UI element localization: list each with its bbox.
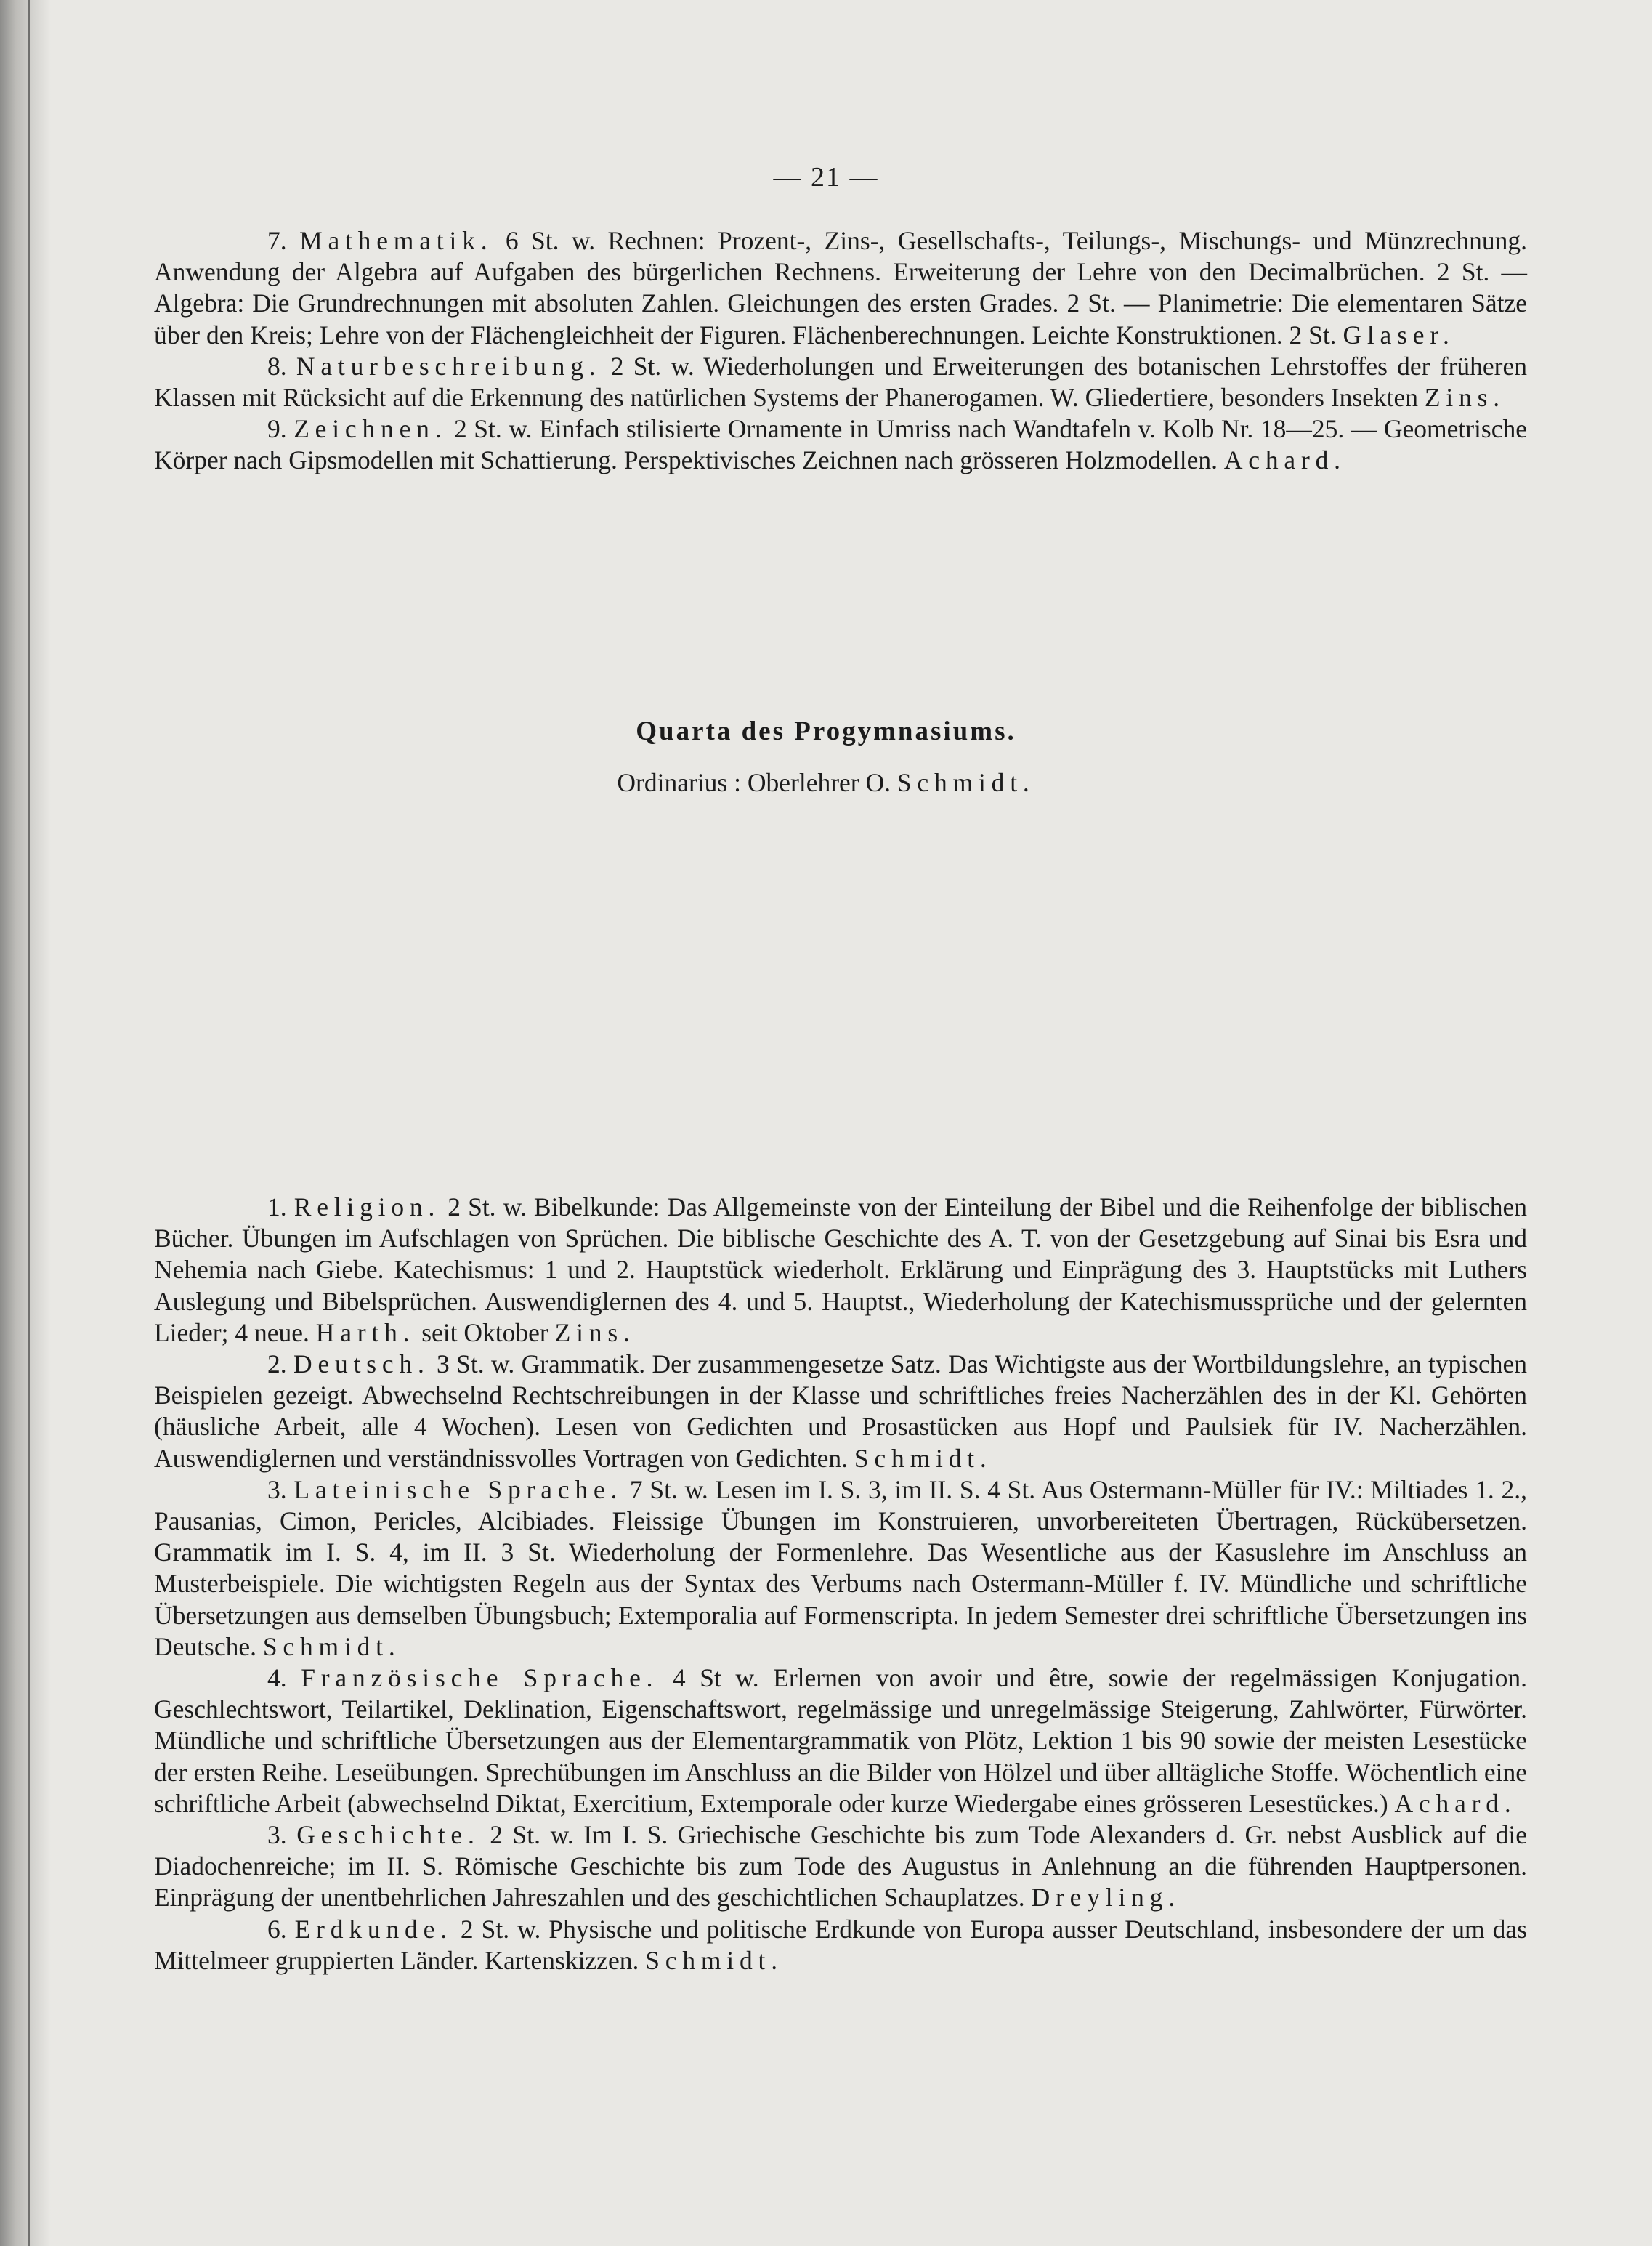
subject-title: Religion.: [293, 1192, 441, 1221]
section-religion: [154, 1192, 1527, 1349]
teacher-name: Harth.: [315, 1317, 416, 1347]
teacher-name: Glaser.: [1343, 320, 1455, 350]
section-number: 8.: [267, 351, 287, 381]
section-text: 6 St. w. Rechnen: Prozent-, Zins-, Gesellschafts-, Teilungs-, Mischungs- und Münzrechnung. Anwendung der Algebra auf Aufgaben des bürgerlichen Rechnens. Erweiterung der Lehre von den Decimalbrüchen. 2 St. — Algebra: Die Grundrechnungen mit absoluten Zahlen. Gleichungen des ersten Grades. 2 St. — Planimetrie: Die elementaren Sätze über den Kreis; Lehre von der Flächengleichheit der Figuren. Flächenberechnungen. Leichte Konstruktionen. 2 St.: [154, 226, 1527, 350]
section-text: 7 St. w. Lesen im I. S. 3, im II. S. 4 St. Aus Ostermann-Müller für IV.: Miltiades 1. 2., Pausanias, Cimon, Pericles, Alcibiades. Fleissige Übungen im Konstruieren, unvorbereiteten Übertragen, Rückübersetzen. Grammatik im I. S. 4, im II. 3 St. Wiederholung der Formenlehre. Das Wesentliche aus der Kasuslehre im Anschluss an Musterbeispiele. Die wichtigsten Regeln aus der Syntax des Verbums nach Ostermann-Müller f. IV. Mündliche und schriftliche Übersetzungen aus demselben Übungsbuch; Extemporalia auf Formenscripta. In jedem Semester drei schriftliche Übersetzungen ins Deutsche.: [154, 1474, 1528, 1661]
subject-title: Erdkunde.: [294, 1914, 453, 1944]
section-deutsch: [154, 1349, 1527, 1474]
ordinarius-prefix: Ordinarius : Oberlehrer O.: [617, 768, 897, 797]
page-gutter-shadow: [0, 0, 51, 2246]
section-naturbeschreibung: [154, 351, 1527, 413]
section-text: 2 St. w. Wiederholungen und Erweiterungen des botanischen Lehrstoffes der früheren Klassen mit Rücksicht auf die Erkennung des natürlichen Systems der Phanerogamen. W. Gliedertiere, besonders Insekten: [154, 351, 1527, 413]
section-text: 3 St. w. Grammatik. Der zusammengesetze Satz. Das Wichtigste aus der Wortbildungslehre, an typischen Beispielen gezeigt. Abwechselnd Rechtschreibungen in der Klasse und schriftliches freies Nacherzählen des in der Kl. Gehörten (häusliche Arbeit, alle 4 Wochen). Lesen von Gedichten und Prosastücken aus Hopf und Paulsiek für IV. Nacherzählen. Auswendiglernen und verständnissvolles Vortragen von Gedichten.: [154, 1349, 1527, 1473]
section-text: 4 St w. Erlernen von avoir und être, sowie der regelmässigen Konjugation. Geschlechtswort, Teilartikel, Deklination, Eigenschaftswort, regelmässige und unregelmässige Steigerung, Zahlwörter, Fürwörter. Mündliche und schriftliche Übersetzungen aus der Elementargrammatik von Plötz, Lektion 1 bis 90 sowie der meisten Lesestücke der ersten Reihe. Leseübungen. Sprechübungen im Anschluss an die Bilder von Hölzel und über alltägliche Stoffe. Wöchentlich eine schriftliche Arbeit (abwechselnd Diktat, Exercitium, Extemporale oder kurze Wiedergabe eines grösseren Lesestückes.): [154, 1663, 1528, 1818]
subject-title: Lateinische Sprache.: [293, 1474, 623, 1504]
section-zeichnen: [154, 413, 1527, 476]
teacher-name: Schmidt.: [645, 1945, 783, 1975]
page-number: — 21 —: [773, 162, 879, 193]
subject-title: Zeichnen.: [293, 414, 448, 444]
page-edge-line: [28, 0, 30, 2246]
subject-title: Naturbeschreibung.: [296, 351, 602, 381]
section-block-upper: [154, 225, 1527, 477]
section-number: 6.: [267, 1914, 287, 1944]
section-number: 7.: [267, 226, 287, 255]
section-number: 4.: [267, 1663, 287, 1693]
section-number: 2.: [267, 1349, 287, 1379]
teacher-name: Dreyling.: [1031, 1883, 1181, 1912]
section-mathematik: [154, 225, 1527, 351]
teacher-name-second: Zins.: [554, 1317, 636, 1347]
teacher-name: Zins.: [1424, 383, 1505, 413]
section-number: 3.: [267, 1474, 287, 1504]
section-geschichte: [154, 1819, 1527, 1914]
section-text: 2 St. w. Im I. S. Griechische Geschichte bis zum Tode Alexanders d. Gr. nebst Ausblick auf die Diadochenreiche; im II. S. Römische Geschichte bis zum Tode des Augustus in Anlehnung an die führenden Hauptpersonen. Einprägung der unentbehrlichen Jahreszahlen und des geschichtlichen Schauplatzes.: [154, 1820, 1527, 1912]
section-text: 2 St. w. Einfach stilisierte Ornamente in Umriss nach Wandtafeln v. Kolb Nr. 18—25. — Geometrische Körper nach Gipsmodellen mit Schattierung. Perspektivisches Zeichnen nach grösseren Holzmodellen.: [154, 414, 1527, 475]
teacher-name: Achard.: [1223, 445, 1346, 475]
subject-title: Deutsch.: [293, 1349, 430, 1379]
section-block-lower: [154, 1192, 1527, 1976]
ordinarius-name: Schmidt.: [896, 768, 1035, 797]
section-text-continued: seit Oktober: [415, 1317, 555, 1347]
section-number: 9.: [267, 414, 287, 444]
teacher-name: Schmidt.: [262, 1631, 401, 1661]
subject-title: Mathematik.: [299, 226, 493, 255]
section-text: 2 St. w. Bibelkunde: Das Allgemeinste von der Einteilung der Bibel und die Reihenfolge der biblischen Bücher. Übungen im Aufschlagen von Sprüchen. Die biblische Geschichte des A. T. von der Gesetzgebung auf Sinai bis Esra und Nehemia nach Giebe. Katechismus: 1 und 2. Hauptstück wiederholt. Erklärung und Einprägung des 3. Hauptstücks mit Luthers Auslegung und Bibelsprüchen. Auswendiglernen des 4. und 5. Hauptst., Wiederholung der Katechismussprüche und der gelernten Lieder; 4 neue.: [154, 1192, 1528, 1347]
section-text: 2 St. w. Physische und politische Erdkunde von Europa ausser Deutschland, insbesondere der um das Mittelmeer gruppierten Länder. Kartenskizzen.: [154, 1914, 1528, 1975]
class-heading: Quarta des Progymnasiums.: [636, 716, 1016, 746]
section-latein: [154, 1474, 1527, 1663]
ordinarius-line: [0, 767, 1652, 798]
subject-title: Geschichte.: [296, 1820, 480, 1850]
teacher-name: Achard.: [1394, 1788, 1517, 1818]
section-erdkunde: [154, 1914, 1527, 1976]
section-franzoesisch: [154, 1663, 1527, 1819]
teacher-name: Schmidt.: [854, 1443, 992, 1473]
section-number: 1.: [267, 1192, 287, 1221]
subject-title: Französische Sprache.: [301, 1663, 659, 1693]
section-number: 3.: [267, 1820, 287, 1850]
